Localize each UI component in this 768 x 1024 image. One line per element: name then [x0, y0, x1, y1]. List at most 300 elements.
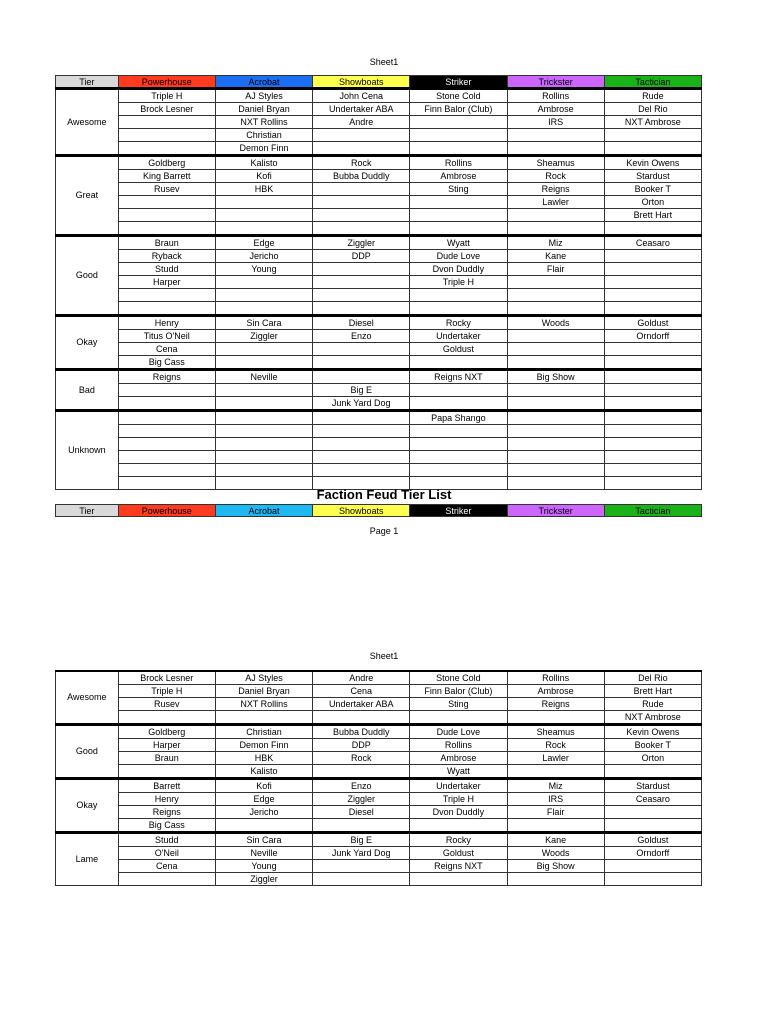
table-row — [56, 397, 702, 411]
wrestler-cell — [604, 356, 701, 370]
header-powerhouse: Powerhouse — [118, 76, 215, 89]
wrestler-cell — [215, 451, 312, 464]
wrestler-cell: Goldust — [410, 847, 507, 860]
wrestler-cell — [410, 222, 507, 236]
table-row — [56, 222, 702, 236]
wrestler-cell: King Barrett — [118, 170, 215, 183]
tier-label: Awesome — [56, 89, 119, 156]
wrestler-cell — [215, 196, 312, 209]
wrestler-cell: NXT Ambrose — [604, 116, 701, 129]
table-row — [56, 103, 702, 116]
tier-label: Good — [56, 236, 119, 316]
wrestler-cell — [604, 438, 701, 451]
wrestler-cell: Miz — [507, 236, 604, 250]
wrestler-cell: Triple H — [410, 276, 507, 289]
tier-label: Okay — [56, 779, 119, 833]
wrestler-cell: Diesel — [313, 806, 410, 819]
wrestler-cell: Papa Shango — [410, 411, 507, 425]
table-row — [56, 330, 702, 343]
wrestler-cell: Demon Finn — [215, 142, 312, 156]
header-tier: Tier — [56, 76, 119, 89]
wrestler-cell: Booker T — [604, 739, 701, 752]
wrestler-cell — [507, 397, 604, 411]
table-row — [56, 765, 702, 779]
wrestler-cell — [118, 129, 215, 142]
wrestler-cell: Jericho — [215, 806, 312, 819]
wrestler-cell: Rock — [313, 156, 410, 170]
wrestler-cell: Kane — [507, 833, 604, 847]
wrestler-cell — [604, 425, 701, 438]
wrestler-cell — [410, 451, 507, 464]
wrestler-cell: Rocky — [410, 833, 507, 847]
wrestler-cell: Sin Cara — [215, 833, 312, 847]
wrestler-cell: Stone Cold — [410, 89, 507, 103]
wrestler-cell — [313, 276, 410, 289]
wrestler-cell — [507, 330, 604, 343]
wrestler-cell: Booker T — [604, 183, 701, 196]
wrestler-cell — [507, 209, 604, 222]
wrestler-cell — [215, 289, 312, 302]
wrestler-cell: AJ Styles — [215, 89, 312, 103]
wrestler-cell: Bubba Duddly — [313, 725, 410, 739]
wrestler-cell: Jericho — [215, 250, 312, 263]
wrestler-cell: Braun — [118, 752, 215, 765]
wrestler-cell — [604, 451, 701, 464]
table-row — [56, 739, 702, 752]
wrestler-cell: Neville — [215, 847, 312, 860]
table-row — [56, 711, 702, 725]
wrestler-cell — [313, 860, 410, 873]
wrestler-cell: Ryback — [118, 250, 215, 263]
sheet-title: Sheet1 — [369, 57, 399, 67]
wrestler-cell — [313, 873, 410, 886]
wrestler-cell — [215, 411, 312, 425]
table-row — [56, 289, 702, 302]
wrestler-cell: Orndorff — [604, 330, 701, 343]
wrestler-cell: Ambrose — [507, 103, 604, 116]
wrestler-cell: Stardust — [604, 779, 701, 793]
wrestler-cell: Rock — [507, 170, 604, 183]
wrestler-cell: Young — [215, 860, 312, 873]
wrestler-cell — [507, 873, 604, 886]
table-row — [56, 209, 702, 222]
wrestler-cell — [410, 356, 507, 370]
wrestler-cell: Rude — [604, 89, 701, 103]
header-tactician: Tactician — [604, 76, 701, 89]
table-row — [56, 438, 702, 451]
tier-table-2 — [55, 670, 702, 886]
wrestler-cell: IRS — [507, 116, 604, 129]
wrestler-cell — [410, 209, 507, 222]
wrestler-cell: Stone Cold — [410, 671, 507, 685]
table-row — [56, 779, 702, 793]
wrestler-cell: Brett Hart — [604, 209, 701, 222]
wrestler-cell — [604, 302, 701, 316]
table-row — [56, 316, 702, 330]
table-row — [56, 129, 702, 142]
wrestler-cell: Ziggler — [313, 793, 410, 806]
wrestler-cell — [604, 250, 701, 263]
wrestler-cell: Bubba Duddly — [313, 170, 410, 183]
wrestler-cell — [313, 370, 410, 384]
wrestler-cell — [215, 302, 312, 316]
header-row — [56, 505, 702, 517]
wrestler-cell — [410, 129, 507, 142]
wrestler-cell — [507, 711, 604, 725]
wrestler-cell — [604, 343, 701, 356]
wrestler-cell — [118, 438, 215, 451]
wrestler-cell: Rollins — [507, 671, 604, 685]
wrestler-cell — [604, 819, 701, 833]
wrestler-cell: Andre — [313, 116, 410, 129]
wrestler-cell — [410, 397, 507, 411]
wrestler-cell: Daniel Bryan — [215, 103, 312, 116]
table-row — [56, 183, 702, 196]
wrestler-cell: Goldust — [604, 316, 701, 330]
wrestler-cell: Triple H — [118, 685, 215, 698]
wrestler-cell — [604, 411, 701, 425]
wrestler-cell — [507, 129, 604, 142]
wrestler-cell: Edge — [215, 793, 312, 806]
wrestler-cell — [604, 370, 701, 384]
wrestler-cell — [313, 451, 410, 464]
wrestler-cell: Ceasaro — [604, 793, 701, 806]
tier-label: Awesome — [56, 671, 119, 725]
wrestler-cell — [313, 222, 410, 236]
table-row — [56, 356, 702, 370]
wrestler-cell — [118, 397, 215, 411]
wrestler-cell — [118, 196, 215, 209]
wrestler-cell: Rock — [313, 752, 410, 765]
wrestler-cell — [604, 860, 701, 873]
wrestler-cell — [118, 116, 215, 129]
wrestler-cell — [410, 438, 507, 451]
wrestler-cell: Undertaker ABA — [313, 698, 410, 711]
list-title: Faction Feud Tier List — [316, 487, 452, 502]
wrestler-cell: Kofi — [215, 170, 312, 183]
wrestler-cell: Titus O'Neil — [118, 330, 215, 343]
wrestler-cell — [507, 384, 604, 397]
wrestler-cell — [118, 873, 215, 886]
wrestler-cell — [507, 343, 604, 356]
wrestler-cell: Wyatt — [410, 765, 507, 779]
wrestler-cell: Brock Lesner — [118, 103, 215, 116]
wrestler-cell — [604, 276, 701, 289]
wrestler-cell: Triple H — [410, 793, 507, 806]
wrestler-cell: Henry — [118, 793, 215, 806]
wrestler-cell: Ambrose — [507, 685, 604, 698]
wrestler-cell — [604, 263, 701, 276]
table-row — [56, 263, 702, 276]
wrestler-cell: Ziggler — [215, 873, 312, 886]
wrestler-cell — [410, 116, 507, 129]
wrestler-cell: Diesel — [313, 316, 410, 330]
wrestler-cell — [604, 384, 701, 397]
wrestler-cell — [313, 142, 410, 156]
wrestler-cell — [410, 711, 507, 725]
wrestler-cell — [118, 302, 215, 316]
wrestler-cell: Goldust — [604, 833, 701, 847]
wrestler-cell: Dude Love — [410, 725, 507, 739]
wrestler-cell: Dvon Duddly — [410, 806, 507, 819]
wrestler-cell — [118, 384, 215, 397]
wrestler-cell — [118, 289, 215, 302]
wrestler-cell — [118, 711, 215, 725]
table-row — [56, 384, 702, 397]
wrestler-cell: Lawler — [507, 196, 604, 209]
wrestler-cell: HBK — [215, 752, 312, 765]
table-row — [56, 451, 702, 464]
wrestler-cell: Rusev — [118, 698, 215, 711]
wrestler-cell — [604, 806, 701, 819]
wrestler-cell: Braun — [118, 236, 215, 250]
wrestler-cell: Sin Cara — [215, 316, 312, 330]
wrestler-cell: Cena — [313, 685, 410, 698]
wrestler-cell: Goldberg — [118, 725, 215, 739]
table-row — [56, 671, 702, 685]
wrestler-cell — [118, 425, 215, 438]
wrestler-cell: Sting — [410, 698, 507, 711]
wrestler-cell: Brock Lesner — [118, 671, 215, 685]
table-row — [56, 806, 702, 819]
wrestler-cell: Dvon Duddly — [410, 263, 507, 276]
wrestler-cell: Junk Yard Dog — [313, 397, 410, 411]
tier-label: Okay — [56, 316, 119, 370]
wrestler-cell: Cena — [118, 343, 215, 356]
wrestler-cell: Andre — [313, 671, 410, 685]
header-acrobat: Acrobat — [215, 505, 312, 517]
wrestler-cell: Flair — [507, 263, 604, 276]
wrestler-cell: NXT Rollins — [215, 116, 312, 129]
wrestler-cell — [313, 438, 410, 451]
wrestler-cell: Woods — [507, 847, 604, 860]
wrestler-cell — [313, 819, 410, 833]
wrestler-cell: John Cena — [313, 89, 410, 103]
wrestler-cell — [507, 356, 604, 370]
wrestler-cell: Harper — [118, 739, 215, 752]
wrestler-cell — [118, 209, 215, 222]
wrestler-cell — [118, 451, 215, 464]
wrestler-cell: Sting — [410, 183, 507, 196]
table-row — [56, 752, 702, 765]
wrestler-cell: Henry — [118, 316, 215, 330]
wrestler-cell — [118, 142, 215, 156]
page-number: Page 1 — [369, 526, 399, 536]
wrestler-cell — [410, 819, 507, 833]
wrestler-cell: Stardust — [604, 170, 701, 183]
table-row — [56, 343, 702, 356]
header-tier: Tier — [56, 505, 119, 517]
wrestler-cell: AJ Styles — [215, 671, 312, 685]
wrestler-cell — [313, 411, 410, 425]
wrestler-cell: Studd — [118, 263, 215, 276]
header-acrobat: Acrobat — [215, 76, 312, 89]
wrestler-cell: Ziggler — [215, 330, 312, 343]
wrestler-cell — [507, 438, 604, 451]
wrestler-cell — [604, 397, 701, 411]
wrestler-cell: Kane — [507, 250, 604, 263]
table-row — [56, 819, 702, 833]
table-row — [56, 236, 702, 250]
header-striker: Striker — [410, 76, 507, 89]
tier-label: Unknown — [56, 411, 119, 490]
wrestler-cell: Enzo — [313, 779, 410, 793]
wrestler-cell: Wyatt — [410, 236, 507, 250]
wrestler-cell — [313, 209, 410, 222]
wrestler-cell: Barrett — [118, 779, 215, 793]
wrestler-cell: Kalisto — [215, 156, 312, 170]
wrestler-cell — [313, 289, 410, 302]
wrestler-cell — [604, 464, 701, 477]
table-row — [56, 698, 702, 711]
wrestler-cell — [118, 411, 215, 425]
header-trickster: Trickster — [507, 76, 604, 89]
wrestler-cell — [215, 711, 312, 725]
wrestler-cell: Orton — [604, 752, 701, 765]
wrestler-cell: Miz — [507, 779, 604, 793]
wrestler-cell: O'Neil — [118, 847, 215, 860]
wrestler-cell — [507, 289, 604, 302]
wrestler-cell — [507, 411, 604, 425]
wrestler-cell — [215, 438, 312, 451]
wrestler-cell: Reigns NXT — [410, 860, 507, 873]
wrestler-cell: Brett Hart — [604, 685, 701, 698]
table-row — [56, 370, 702, 384]
wrestler-cell: Big E — [313, 833, 410, 847]
wrestler-cell: IRS — [507, 793, 604, 806]
wrestler-cell — [313, 765, 410, 779]
wrestler-cell — [410, 302, 507, 316]
wrestler-cell — [215, 343, 312, 356]
wrestler-cell: Junk Yard Dog — [313, 847, 410, 860]
table-row — [56, 89, 702, 103]
wrestler-cell: Sheamus — [507, 156, 604, 170]
wrestler-cell: NXT Ambrose — [604, 711, 701, 725]
wrestler-cell — [215, 819, 312, 833]
wrestler-cell — [313, 183, 410, 196]
wrestler-cell: Rollins — [410, 739, 507, 752]
wrestler-cell: Lawler — [507, 752, 604, 765]
wrestler-cell: Studd — [118, 833, 215, 847]
tier-header-table — [55, 504, 702, 517]
wrestler-cell — [313, 302, 410, 316]
wrestler-cell: Christian — [215, 129, 312, 142]
wrestler-cell — [215, 464, 312, 477]
wrestler-cell: NXT Rollins — [215, 698, 312, 711]
wrestler-cell — [313, 356, 410, 370]
wrestler-cell — [410, 464, 507, 477]
wrestler-cell — [507, 765, 604, 779]
wrestler-cell: Big E — [313, 384, 410, 397]
wrestler-cell: Orton — [604, 196, 701, 209]
tier-label: Good — [56, 725, 119, 779]
wrestler-cell — [507, 819, 604, 833]
table-row — [56, 170, 702, 183]
wrestler-cell — [215, 384, 312, 397]
header-trickster: Trickster — [507, 505, 604, 517]
wrestler-cell: Ziggler — [313, 236, 410, 250]
wrestler-cell: Harper — [118, 276, 215, 289]
wrestler-cell: Kevin Owens — [604, 156, 701, 170]
wrestler-cell: Undertaker ABA — [313, 103, 410, 116]
wrestler-cell — [215, 276, 312, 289]
wrestler-cell: Kevin Owens — [604, 725, 701, 739]
tier-label: Great — [56, 156, 119, 236]
header-showboats: Showboats — [313, 505, 410, 517]
wrestler-cell: Triple H — [118, 89, 215, 103]
wrestler-cell — [604, 765, 701, 779]
wrestler-cell — [410, 384, 507, 397]
wrestler-cell: Dude Love — [410, 250, 507, 263]
wrestler-cell — [215, 356, 312, 370]
wrestler-cell — [507, 464, 604, 477]
wrestler-cell: Rock — [507, 739, 604, 752]
wrestler-cell: Christian — [215, 725, 312, 739]
table-row — [56, 464, 702, 477]
wrestler-cell — [604, 873, 701, 886]
wrestler-cell — [410, 142, 507, 156]
table-row — [56, 425, 702, 438]
wrestler-cell — [410, 873, 507, 886]
wrestler-cell: Rusev — [118, 183, 215, 196]
wrestler-cell — [507, 425, 604, 438]
wrestler-cell: Enzo — [313, 330, 410, 343]
wrestler-cell — [410, 289, 507, 302]
wrestler-cell: DDP — [313, 739, 410, 752]
wrestler-cell: Reigns — [118, 806, 215, 819]
wrestler-cell: Rollins — [507, 89, 604, 103]
tier-table — [55, 75, 702, 490]
wrestler-cell — [410, 196, 507, 209]
table-row — [56, 276, 702, 289]
tier-label: Lame — [56, 833, 119, 886]
table-row — [56, 156, 702, 170]
table-row — [56, 685, 702, 698]
table-row — [56, 196, 702, 209]
wrestler-cell: Rollins — [410, 156, 507, 170]
wrestler-cell — [604, 129, 701, 142]
wrestler-cell: Sheamus — [507, 725, 604, 739]
wrestler-cell: Edge — [215, 236, 312, 250]
table-row — [56, 116, 702, 129]
wrestler-cell: Reigns — [118, 370, 215, 384]
wrestler-cell: Del Rio — [604, 103, 701, 116]
tier-label: Bad — [56, 370, 119, 411]
wrestler-cell — [118, 222, 215, 236]
wrestler-cell: Big Cass — [118, 819, 215, 833]
wrestler-cell — [507, 142, 604, 156]
wrestler-cell: Ambrose — [410, 752, 507, 765]
wrestler-cell — [118, 765, 215, 779]
wrestler-cell — [313, 464, 410, 477]
wrestler-cell: Reigns — [507, 183, 604, 196]
header-row — [56, 76, 702, 89]
wrestler-cell: Goldust — [410, 343, 507, 356]
wrestler-cell — [215, 209, 312, 222]
header-striker: Striker — [410, 505, 507, 517]
wrestler-cell — [313, 196, 410, 209]
table-row — [56, 847, 702, 860]
wrestler-cell — [507, 302, 604, 316]
table-row — [56, 411, 702, 425]
wrestler-cell: Kalisto — [215, 765, 312, 779]
wrestler-cell — [313, 129, 410, 142]
wrestler-cell — [604, 289, 701, 302]
wrestler-cell — [313, 711, 410, 725]
wrestler-cell: Finn Balor (Club) — [410, 685, 507, 698]
wrestler-cell: Big Cass — [118, 356, 215, 370]
header-tactician: Tactician — [604, 505, 701, 517]
